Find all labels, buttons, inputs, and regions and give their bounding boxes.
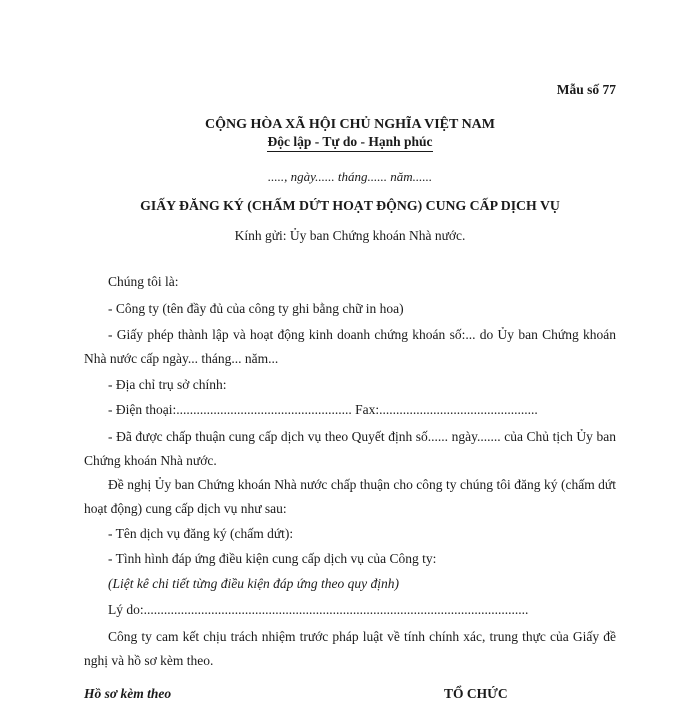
paragraph-request: Đề nghị Ủy ban Chứng khoán Nhà nước chấp thuận cho công ty chúng tôi đăng ký (chấm dứt hoạt động) cung cấp dịch vụ như sau: xyxy=(84,477,616,516)
addressee: Kính gửi: Ủy ban Chứng khoán Nhà nước. xyxy=(234,228,466,243)
organization-label: TỔ CHỨC xyxy=(444,686,508,701)
paragraph-commitment: Công ty cam kết chịu trách nhiệm trước pháp luật về tính chính xác, trung thực của Giấy đề nghị và hồ sơ kèm theo. xyxy=(84,629,616,668)
paragraph-company: - Công ty (tên đầy đủ của công ty ghi bằng chữ in hoa) xyxy=(108,301,404,316)
paragraph-service-name: - Tên dịch vụ đăng ký (chấm dứt): xyxy=(108,526,294,541)
paragraph-reason: Lý do:.................................................................................................................. xyxy=(108,602,529,617)
paragraph-approval: - Đã được chấp thuận cung cấp dịch vụ theo Quyết định số...... ngày....... của Chủ tịch Ủy ban Chứng khoán Nhà nước. xyxy=(84,429,616,468)
country-name: CỘNG HÒA XÃ HỘI CHỦ NGHĨA VIỆT NAM xyxy=(204,117,495,132)
paragraph-address: - Địa chỉ trụ sở chính: xyxy=(108,377,227,392)
motto-wrapper xyxy=(0,134,700,152)
paragraph-conditions: - Tình hình đáp ứng điều kiện cung cấp dịch vụ của Công ty: xyxy=(108,551,437,566)
national-motto: Độc lập - Tự do - Hạnh phúc xyxy=(267,134,432,152)
paragraph-phone-fax: - Điện thoại:.................................................... Fax:............................................... xyxy=(108,402,538,417)
document-title: GIẤY ĐĂNG KÝ (CHẤM DỨT HOẠT ĐỘNG) CUNG CẤP DỊCH VỤ xyxy=(140,198,560,213)
paragraph-intro: Chúng tôi là: xyxy=(108,274,179,289)
paragraph-conditions-note: (Liệt kê chi tiết từng điều kiện đáp ứng theo quy định) xyxy=(108,576,400,591)
date-line: ....., ngày...... tháng...... năm...... xyxy=(267,169,433,184)
attachments-label: Hồ sơ kèm theo xyxy=(84,686,172,701)
paragraph-license: - Giấy phép thành lập và hoạt động kinh doanh chứng khoán số:... do Ủy ban Chứng khoán Nhà nước cấp ngày... tháng... năm... xyxy=(84,327,616,366)
form-number: Mẫu số 77 xyxy=(556,82,616,97)
